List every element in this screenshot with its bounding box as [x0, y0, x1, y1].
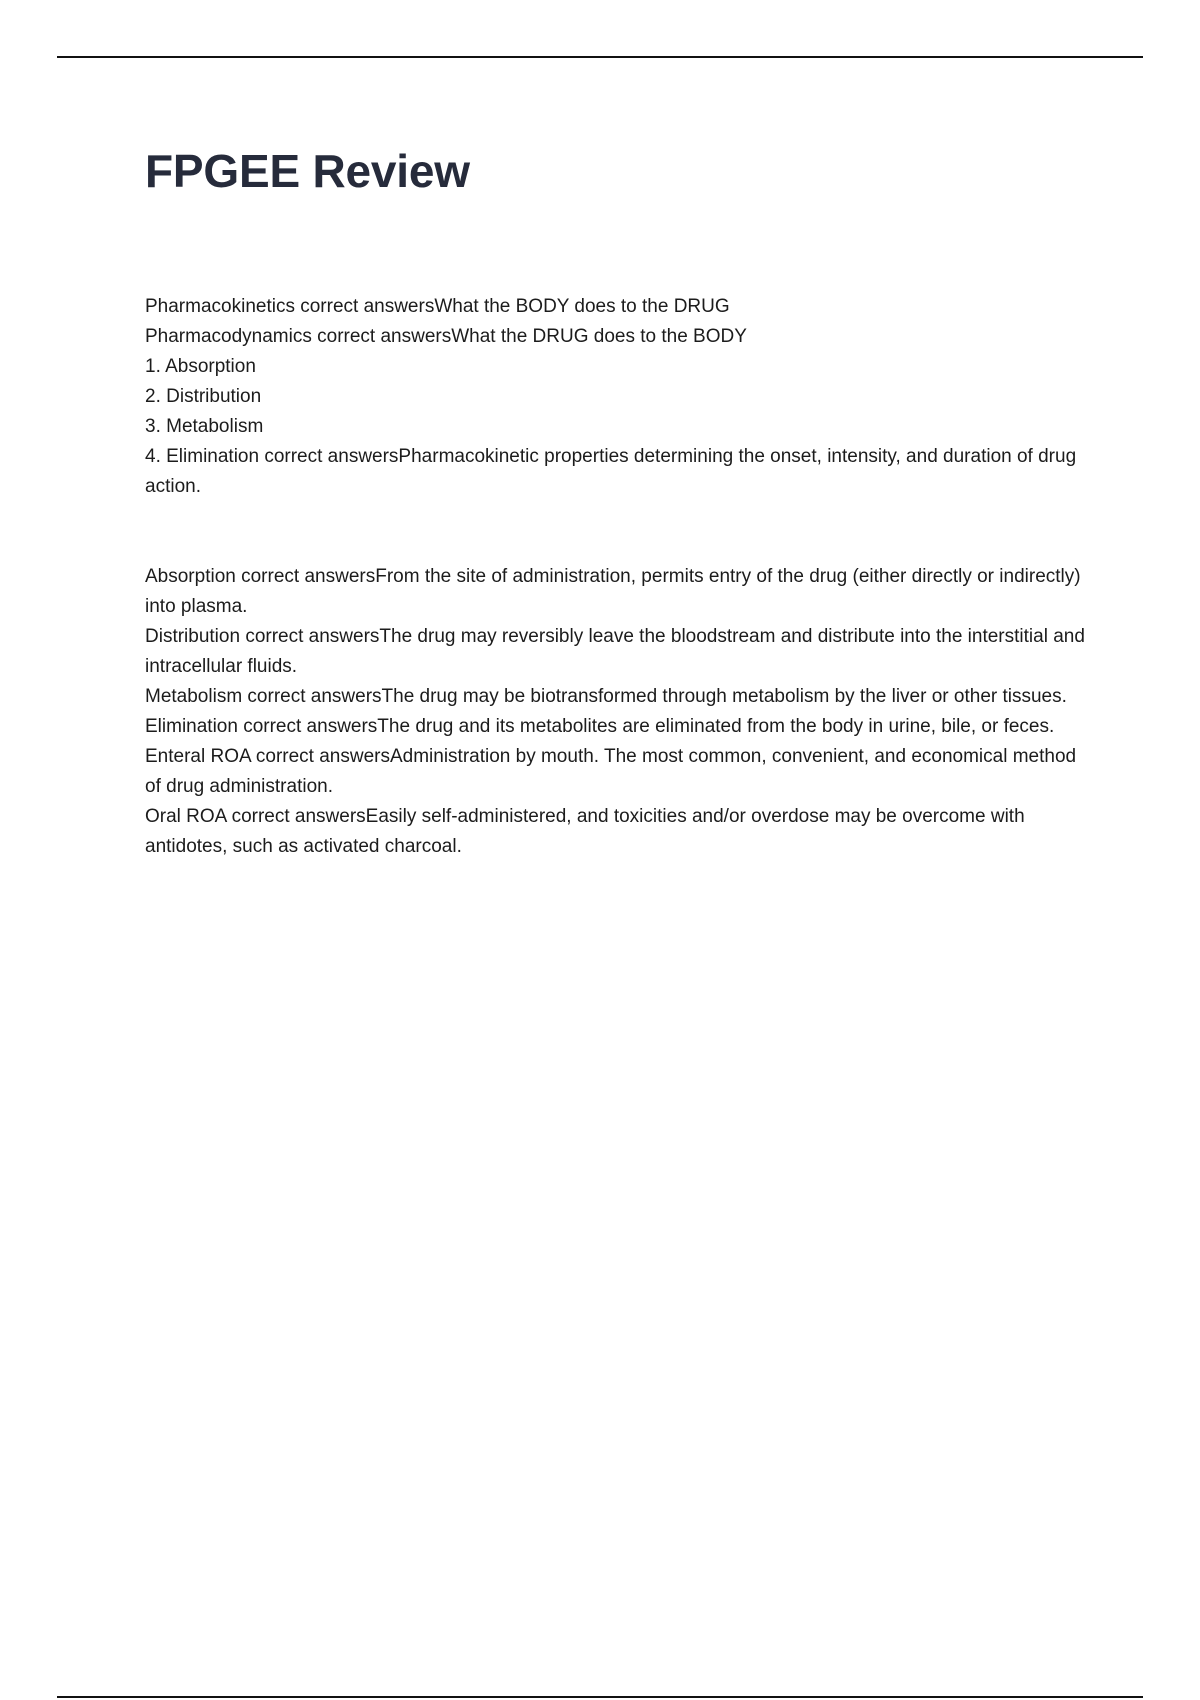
footer-rule: [57, 1696, 1143, 1698]
list-item-elimination: 4. Elimination correct answersPharmacokinetic properties determining the onset, intensity, and duration of drug action.: [145, 446, 1077, 497]
list-item-absorption: 1. Absorption: [145, 356, 256, 377]
list-item-metabolism: 3. Metabolism: [145, 416, 264, 437]
qa-entry-pharmacokinetics: Pharmacokinetics correct answersWhat the BODY does to the DRUG: [145, 296, 730, 317]
qa-entry-distribution: Distribution correct answersThe drug may reversibly leave the bloodstream and distribute into the interstitial and intracellular fluids.: [145, 626, 1085, 677]
list-item-distribution: 2. Distribution: [145, 386, 262, 407]
document-body: [145, 292, 1090, 862]
qa-entry-pharmacodynamics: Pharmacodynamics correct answersWhat the DRUG does to the BODY: [145, 326, 747, 347]
qa-entry-oral-roa: Oral ROA correct answersEasily self-administered, and toxicities and/or overdose may be overcome with antidotes, such as activated charcoal.: [145, 806, 1025, 857]
qa-entry-elimination: Elimination correct answersThe drug and its metabolites are eliminated from the body in urine, bile, or feces.: [145, 716, 1055, 737]
header-rule: [57, 56, 1143, 58]
qa-entry-enteral-roa: Enteral ROA correct answersAdministration by mouth. The most common, convenient, and economical method of drug administration.: [145, 746, 1077, 797]
qa-entry-absorption: Absorption correct answersFrom the site of administration, permits entry of the drug (either directly or indirectly) into plasma.: [145, 566, 1081, 617]
page-title: FPGEE Review: [145, 145, 470, 197]
qa-entry-metabolism: Metabolism correct answersThe drug may be biotransformed through metabolism by the liver or other tissues.: [145, 686, 1067, 707]
